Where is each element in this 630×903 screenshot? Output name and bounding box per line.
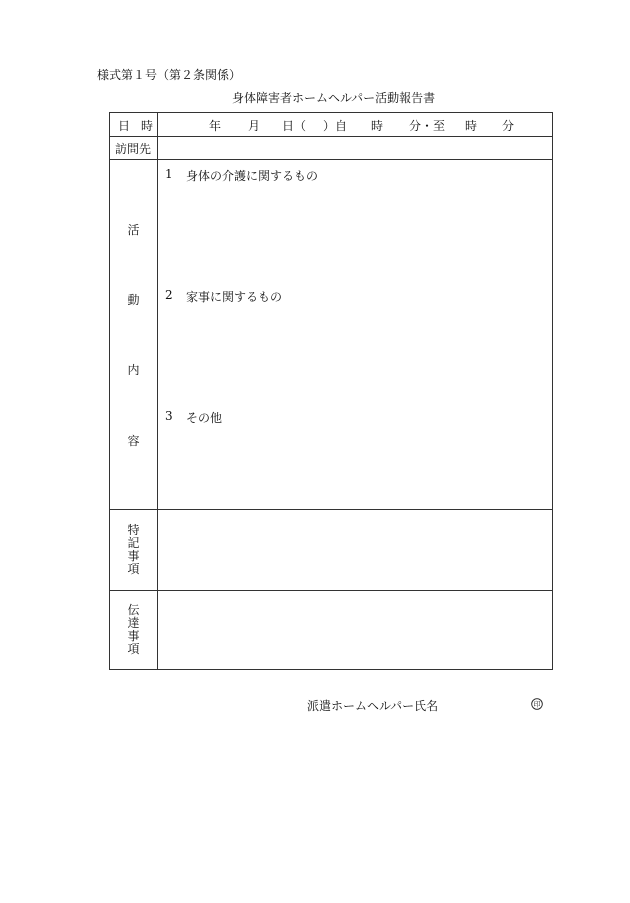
special-notes-label-char: 記 <box>127 535 140 550</box>
message-label-char: 達 <box>127 616 140 630</box>
form-number: 様式第１号（第２条関係） <box>97 68 242 82</box>
message-label <box>110 604 157 656</box>
message-field[interactable] <box>157 590 552 670</box>
activity-label-cell <box>110 159 158 509</box>
datetime-label-time: 時 <box>141 119 154 133</box>
message-label-char: 項 <box>127 642 140 656</box>
datetime-year-label: 年 <box>209 119 222 133</box>
activity-item-text: 家事に関するもの <box>186 290 283 304</box>
message-label-cell <box>110 590 158 670</box>
seal-char: 印 <box>533 700 541 709</box>
special-notes-label-char: 特 <box>127 522 140 537</box>
activity-label-char: 動 <box>127 293 140 307</box>
datetime-end-hour-label: 時 <box>465 119 478 133</box>
datetime-start-label: ）自 <box>323 119 348 133</box>
datetime-end-minute-label: 分 <box>502 119 515 133</box>
special-notes-row <box>110 509 552 591</box>
special-notes-label-char: 事 <box>127 548 140 563</box>
form-title: 身体障害者ホームヘルパー活動報告書 <box>232 91 436 105</box>
message-row <box>110 590 552 670</box>
activity-item-number: 2 <box>165 288 173 302</box>
special-notes-label <box>110 524 157 576</box>
seal-icon <box>531 698 543 710</box>
activity-item-text: 身体の介護に関するもの <box>186 169 319 183</box>
special-notes-field[interactable] <box>157 509 552 590</box>
visit-value-field[interactable] <box>157 136 552 159</box>
helper-name-label: 派遣ホームヘルパー氏名 <box>307 699 439 713</box>
datetime-row <box>110 113 552 137</box>
datetime-value-cell[interactable] <box>157 113 552 136</box>
activity-value-field[interactable] <box>157 159 552 509</box>
report-table <box>109 112 553 670</box>
datetime-label-day: 日 <box>118 119 131 133</box>
activity-row <box>110 159 552 510</box>
datetime-label-cell <box>110 113 158 136</box>
visit-label: 訪問先 <box>115 142 152 156</box>
datetime-start-hour-label: 時 <box>371 119 384 133</box>
special-notes-label-cell <box>110 509 158 590</box>
datetime-day-label: 日（ <box>282 119 307 133</box>
activity-item-number: 1 <box>165 167 173 181</box>
activity-label-char: 内 <box>127 363 140 377</box>
visit-label-cell <box>110 136 158 159</box>
activity-label-char: 容 <box>127 434 140 448</box>
message-label-char: 伝 <box>127 603 140 617</box>
special-notes-label-char: 項 <box>127 561 140 576</box>
datetime-month-label: 月 <box>248 119 261 133</box>
visit-row <box>110 136 552 160</box>
activity-item-number: 3 <box>165 409 173 423</box>
datetime-start-minute-label: 分・至 <box>409 119 446 133</box>
activity-label-char: 活 <box>127 223 140 237</box>
message-label-char: 事 <box>127 629 140 643</box>
activity-item-text: その他 <box>186 411 223 425</box>
